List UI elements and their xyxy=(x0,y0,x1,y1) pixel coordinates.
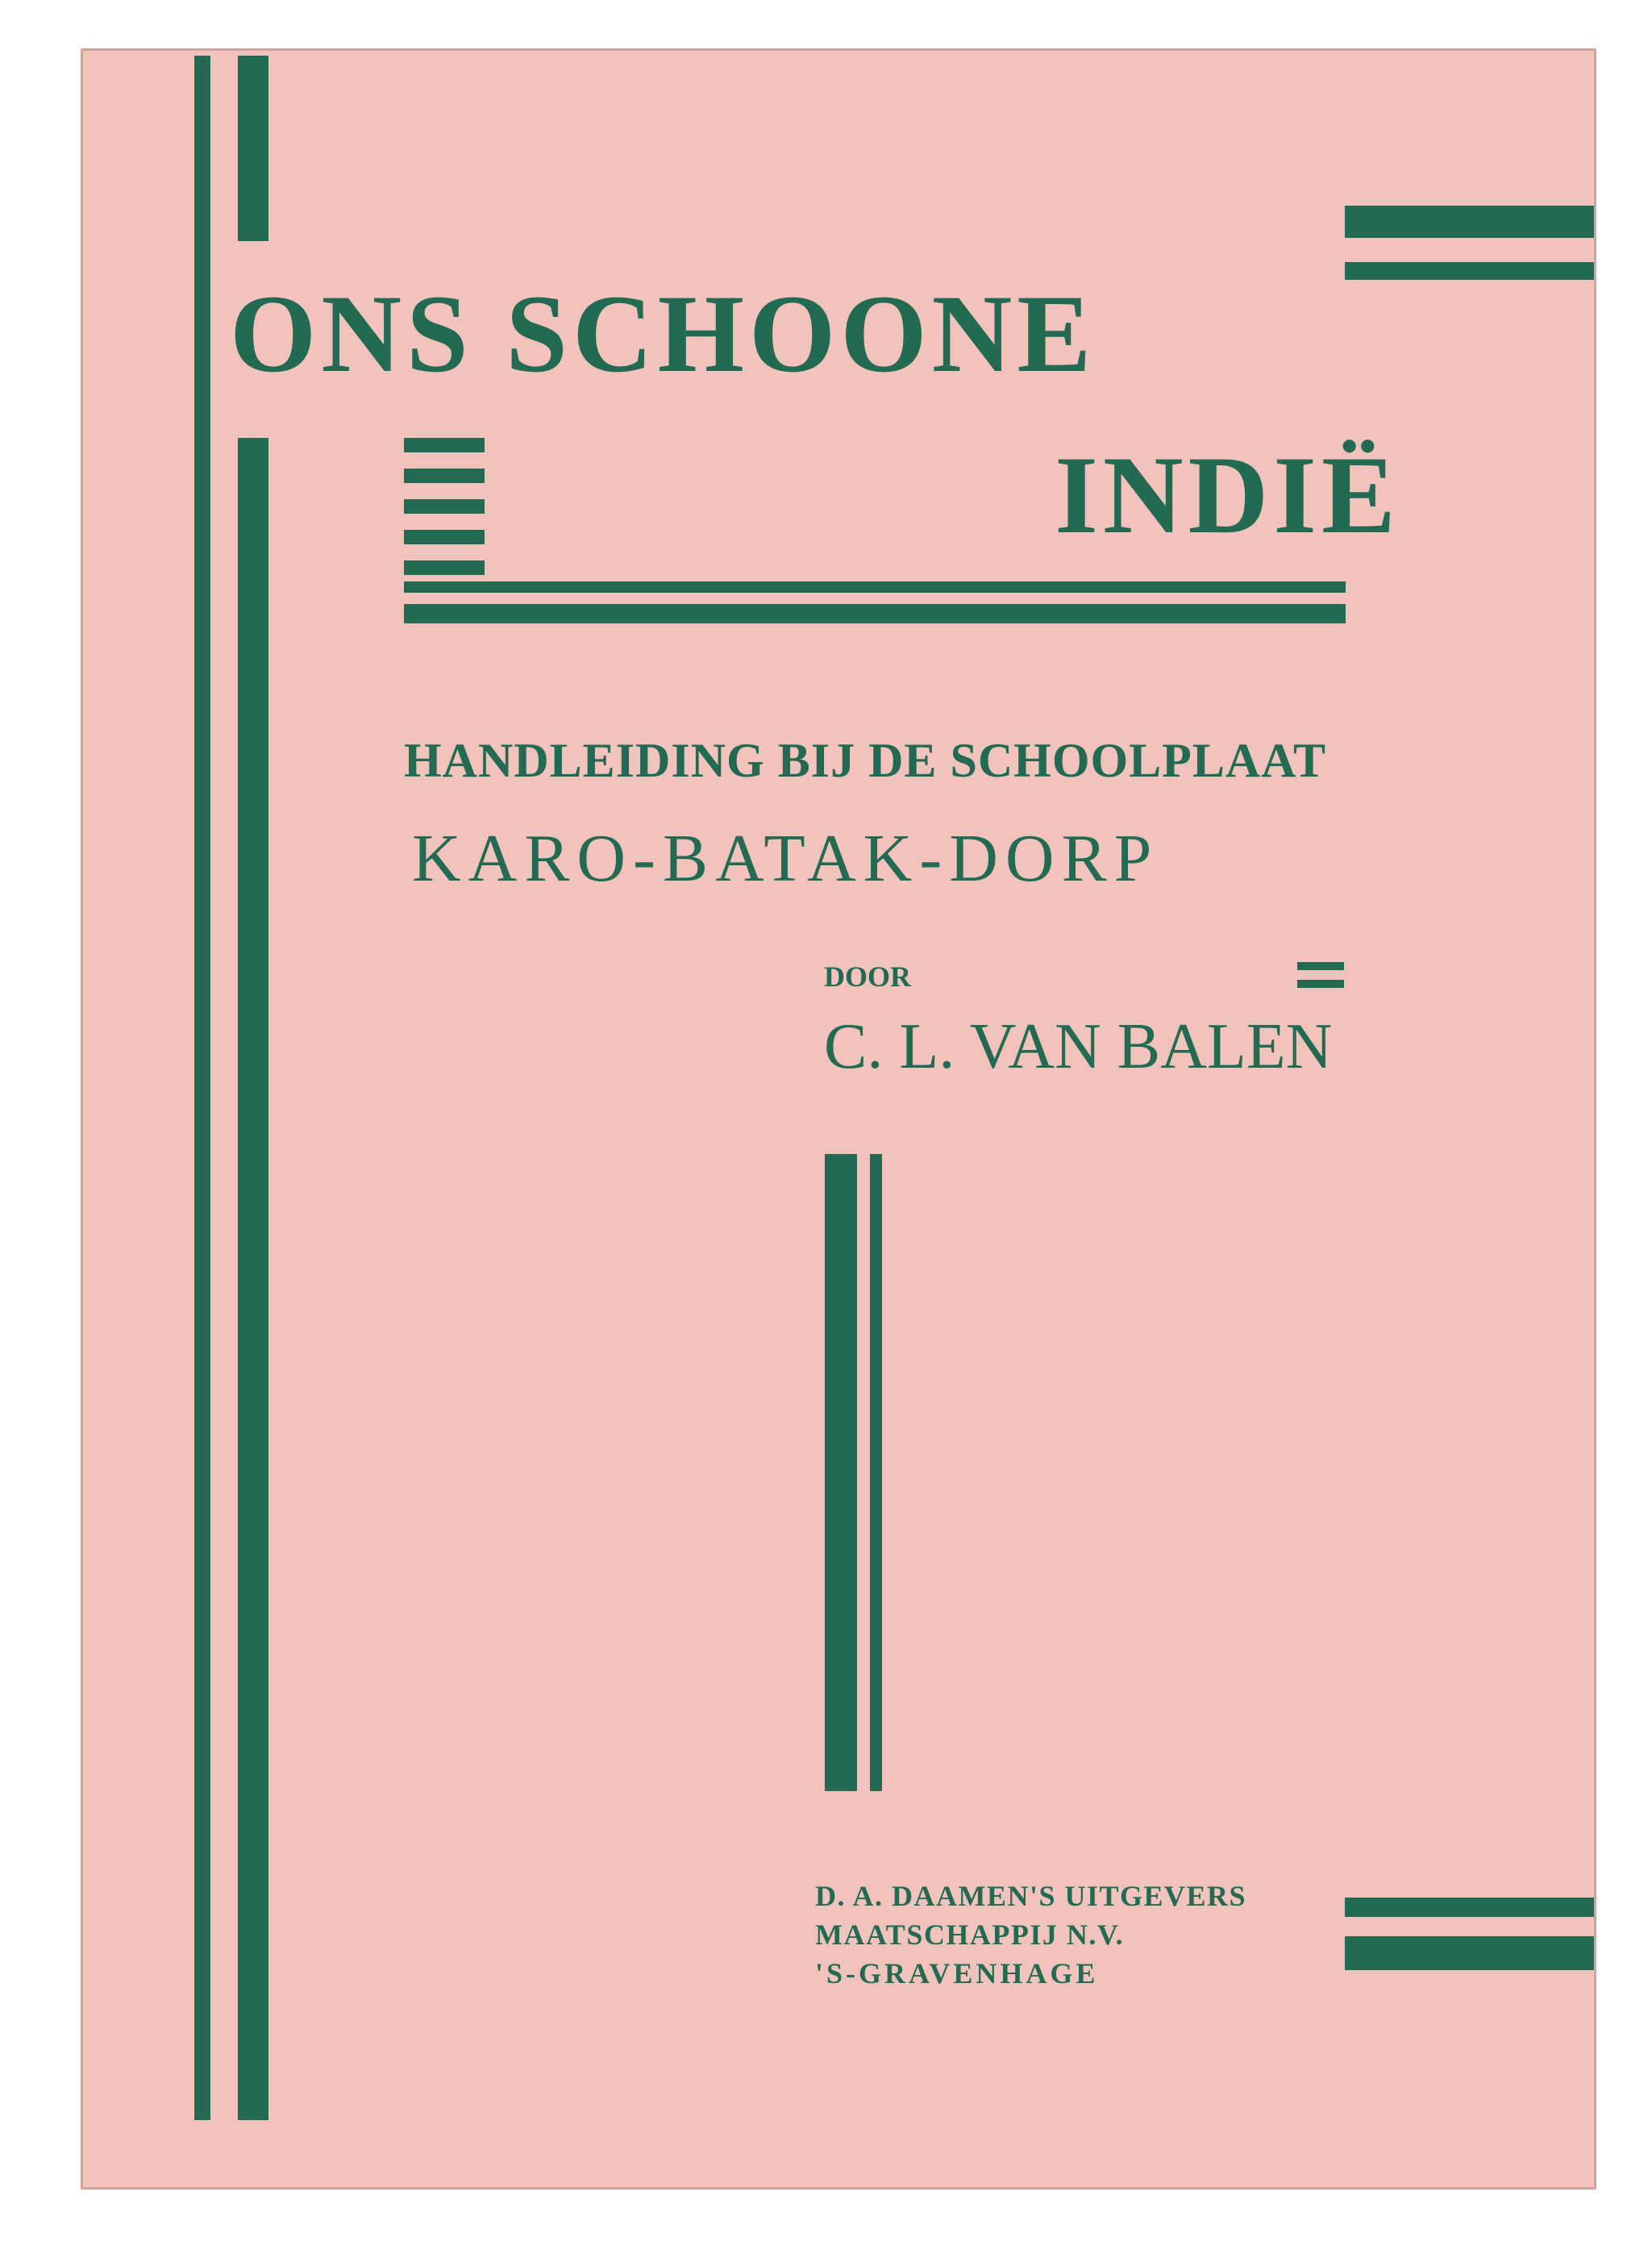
title-line2: INDIË xyxy=(1055,433,1400,556)
title-stack-bar-5 xyxy=(404,560,485,575)
center-vertical-bar-thick xyxy=(825,1154,857,1791)
author-equals-mark-upper xyxy=(1297,962,1344,970)
publisher-line3: 'S-GRAVENHAGE xyxy=(815,1957,1099,1989)
bottom-right-rule-lower xyxy=(1345,1936,1596,1970)
author-prefix: DOOR xyxy=(824,960,911,993)
left-vertical-rule-upper xyxy=(238,56,268,241)
top-right-rule-upper xyxy=(1345,206,1596,238)
publisher-line1: D. A. DAAMEN'S UITGEVERS xyxy=(815,1880,1247,1912)
author-name: C. L. VAN BALEN xyxy=(824,1011,1333,1082)
title-underline-upper xyxy=(404,581,1346,593)
title-underline-lower xyxy=(404,604,1346,623)
top-right-rule-lower xyxy=(1345,262,1596,280)
subject-title: KARO-BATAK-DORP xyxy=(412,821,1159,896)
title-stack-bar-4 xyxy=(404,530,485,544)
left-vertical-rule-thin xyxy=(194,56,210,2120)
bottom-right-rule-upper xyxy=(1345,1898,1596,1917)
title-line1: ONS SCHOONE xyxy=(230,272,1096,395)
title-stack-bar-3 xyxy=(404,499,485,514)
publisher-line2: MAATSCHAPPIJ N.V. xyxy=(815,1919,1125,1951)
title-stack-bar-1 xyxy=(404,438,485,452)
subtitle: HANDLEIDING BIJ DE SCHOOLPLAAT xyxy=(404,734,1327,787)
left-vertical-rule-lower xyxy=(238,438,268,2120)
author-equals-mark-lower xyxy=(1297,980,1344,988)
center-vertical-bar-thin xyxy=(870,1154,882,1791)
title-stack-bar-2 xyxy=(404,469,485,483)
book-cover xyxy=(81,48,1596,2189)
